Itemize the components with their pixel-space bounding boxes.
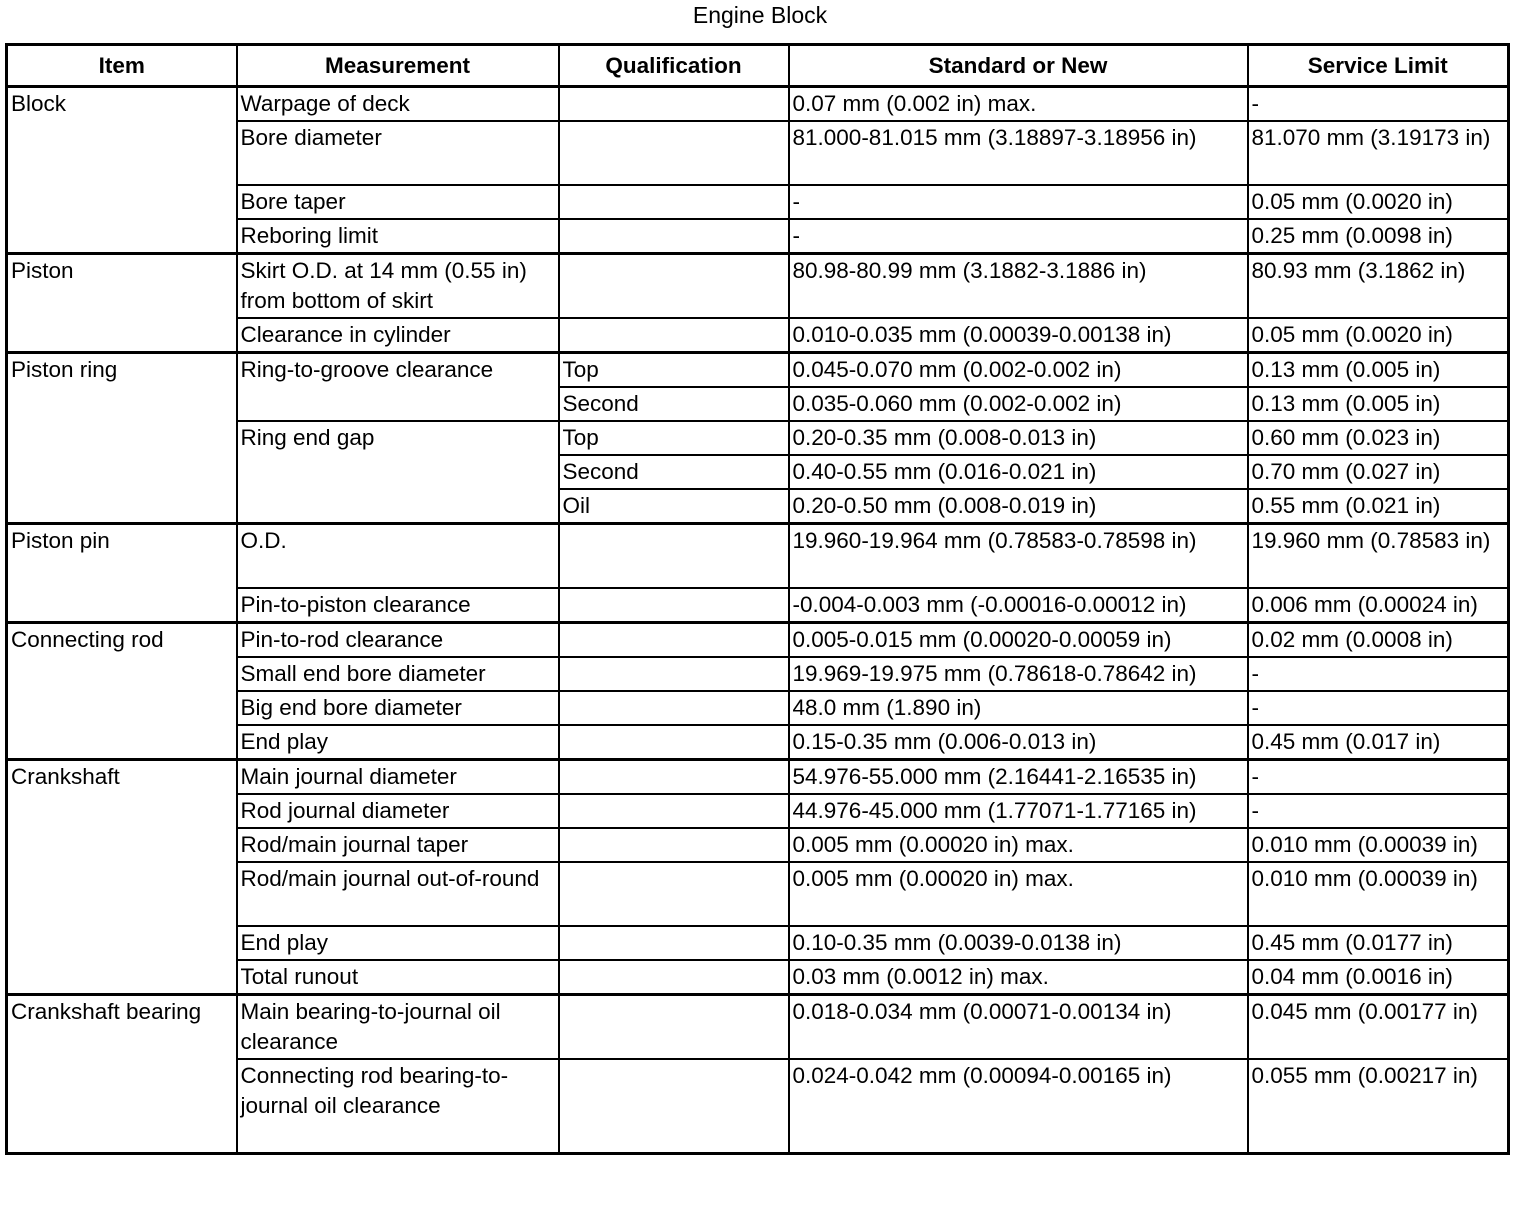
measurement-cell: Rod/main journal taper [237, 828, 559, 862]
table-row [7, 254, 1509, 319]
item-cell: Piston pin [7, 524, 237, 623]
measurement-cell: End play [237, 725, 559, 760]
measurement-cell: Clearance in cylinder [237, 318, 559, 353]
limit-cell: 0.05 mm (0.0020 in) [1248, 318, 1509, 353]
measurement-cell: Ring end gap [237, 421, 559, 524]
qualification-cell [559, 219, 789, 254]
standard-cell: 0.40-0.55 mm (0.016-0.021 in) [789, 455, 1248, 489]
item-cell: Piston [7, 254, 237, 353]
limit-cell: 0.045 mm (0.00177 in) [1248, 995, 1509, 1060]
limit-cell: 0.45 mm (0.017 in) [1248, 725, 1509, 760]
standard-cell: 0.018-0.034 mm (0.00071-0.00134 in) [789, 995, 1248, 1060]
standard-cell: 0.20-0.35 mm (0.008-0.013 in) [789, 421, 1248, 455]
standard-cell: 0.03 mm (0.0012 in) max. [789, 960, 1248, 995]
column-header-standard: Standard or New [789, 45, 1248, 87]
qualification-cell [559, 254, 789, 319]
standard-cell: 0.07 mm (0.002 in) max. [789, 87, 1248, 122]
standard-cell: 0.20-0.50 mm (0.008-0.019 in) [789, 489, 1248, 524]
qualification-cell [559, 828, 789, 862]
standard-cell: 0.15-0.35 mm (0.006-0.013 in) [789, 725, 1248, 760]
measurement-cell: Bore diameter [237, 121, 559, 185]
standard-cell: 44.976-45.000 mm (1.77071-1.77165 in) [789, 794, 1248, 828]
standard-cell: 19.969-19.975 mm (0.78618-0.78642 in) [789, 657, 1248, 691]
limit-cell: 0.02 mm (0.0008 in) [1248, 623, 1509, 658]
column-header-measurement: Measurement [237, 45, 559, 87]
limit-cell: 0.55 mm (0.021 in) [1248, 489, 1509, 524]
standard-cell: 0.005 mm (0.00020 in) max. [789, 828, 1248, 862]
table-row [7, 353, 1509, 388]
limit-cell: 19.960 mm (0.78583 in) [1248, 524, 1509, 589]
qualification-cell [559, 926, 789, 960]
qualification-cell [559, 794, 789, 828]
table-row [7, 623, 1509, 658]
item-cell: Block [7, 87, 237, 254]
standard-cell: 81.000-81.015 mm (3.18897-3.18956 in) [789, 121, 1248, 185]
limit-cell: 0.010 mm (0.00039 in) [1248, 828, 1509, 862]
limit-cell: 0.70 mm (0.027 in) [1248, 455, 1509, 489]
qualification-cell [559, 588, 789, 623]
qualification-cell: Second [559, 387, 789, 421]
standard-cell: 48.0 mm (1.890 in) [789, 691, 1248, 725]
limit-cell: 0.45 mm (0.0177 in) [1248, 926, 1509, 960]
limit-cell: 80.93 mm (3.1862 in) [1248, 254, 1509, 319]
limit-cell: - [1248, 691, 1509, 725]
standard-cell: 0.005 mm (0.00020 in) max. [789, 862, 1248, 926]
standard-cell: 80.98-80.99 mm (3.1882-3.1886 in) [789, 254, 1248, 319]
standard-cell: - [789, 219, 1248, 254]
measurement-cell: Big end bore diameter [237, 691, 559, 725]
limit-cell: 81.070 mm (3.19173 in) [1248, 121, 1509, 185]
qualification-cell [559, 995, 789, 1060]
measurement-cell: Rod journal diameter [237, 794, 559, 828]
standard-cell: 0.010-0.035 mm (0.00039-0.00138 in) [789, 318, 1248, 353]
measurement-cell: O.D. [237, 524, 559, 589]
qualification-cell [559, 318, 789, 353]
qualification-cell [559, 1059, 789, 1154]
limit-cell: 0.04 mm (0.0016 in) [1248, 960, 1509, 995]
qualification-cell: Top [559, 421, 789, 455]
measurement-cell: Reboring limit [237, 219, 559, 254]
standard-cell: 54.976-55.000 mm (2.16441-2.16535 in) [789, 760, 1248, 795]
measurement-cell: Total runout [237, 960, 559, 995]
qualification-cell [559, 121, 789, 185]
qualification-cell [559, 960, 789, 995]
engine-block-spec-table [5, 43, 1510, 1155]
limit-cell: 0.13 mm (0.005 in) [1248, 387, 1509, 421]
measurement-cell: Main journal diameter [237, 760, 559, 795]
standard-cell: 0.035-0.060 mm (0.002-0.002 in) [789, 387, 1248, 421]
qualification-cell [559, 524, 789, 589]
standard-cell: 0.024-0.042 mm (0.00094-0.00165 in) [789, 1059, 1248, 1154]
limit-cell: - [1248, 760, 1509, 795]
limit-cell: - [1248, 794, 1509, 828]
item-cell: Connecting rod [7, 623, 237, 760]
limit-cell: 0.006 mm (0.00024 in) [1248, 588, 1509, 623]
page-title: Engine Block [692, 2, 828, 28]
qualification-cell: Oil [559, 489, 789, 524]
standard-cell: 0.10-0.35 mm (0.0039-0.0138 in) [789, 926, 1248, 960]
measurement-cell: Warpage of deck [237, 87, 559, 122]
limit-cell: 0.13 mm (0.005 in) [1248, 353, 1509, 388]
qualification-cell [559, 657, 789, 691]
item-cell: Crankshaft bearing [7, 995, 237, 1154]
standard-cell: 19.960-19.964 mm (0.78583-0.78598 in) [789, 524, 1248, 589]
column-header-item: Item [7, 45, 237, 87]
qualification-cell [559, 725, 789, 760]
qualification-cell [559, 623, 789, 658]
table-row [7, 87, 1509, 122]
measurement-cell: Connecting rod bearing-to-journal oil clearance [237, 1059, 559, 1154]
item-cell: Crankshaft [7, 760, 237, 995]
table-row [7, 524, 1509, 589]
limit-cell: - [1248, 657, 1509, 691]
standard-cell: 0.045-0.070 mm (0.002-0.002 in) [789, 353, 1248, 388]
qualification-cell: Top [559, 353, 789, 388]
table-header-row [7, 45, 1509, 87]
table-row [7, 760, 1509, 795]
limit-cell: 0.60 mm (0.023 in) [1248, 421, 1509, 455]
standard-cell: - [789, 185, 1248, 219]
item-cell: Piston ring [7, 353, 237, 524]
standard-cell: -0.004-0.003 mm (-0.00016-0.00012 in) [789, 588, 1248, 623]
table-row [7, 995, 1509, 1060]
limit-cell: 0.25 mm (0.0098 in) [1248, 219, 1509, 254]
qualification-cell [559, 862, 789, 926]
measurement-cell: Pin-to-piston clearance [237, 588, 559, 623]
column-header-service-limit: Service Limit [1248, 45, 1509, 87]
limit-cell: - [1248, 87, 1509, 122]
measurement-cell: Rod/main journal out-of-round [237, 862, 559, 926]
standard-cell: 0.005-0.015 mm (0.00020-0.00059 in) [789, 623, 1248, 658]
qualification-cell [559, 691, 789, 725]
qualification-cell [559, 185, 789, 219]
qualification-cell: Second [559, 455, 789, 489]
measurement-cell: Ring-to-groove clearance [237, 353, 559, 422]
limit-cell: 0.055 mm (0.00217 in) [1248, 1059, 1509, 1154]
column-header-qualification: Qualification [559, 45, 789, 87]
measurement-cell: Small end bore diameter [237, 657, 559, 691]
measurement-cell: Bore taper [237, 185, 559, 219]
qualification-cell [559, 760, 789, 795]
measurement-cell: Main bearing-to-journal oil clearance [237, 995, 559, 1060]
measurement-cell: Pin-to-rod clearance [237, 623, 559, 658]
measurement-cell: Skirt O.D. at 14 mm (0.55 in) from bottom of skirt [237, 254, 559, 319]
qualification-cell [559, 87, 789, 122]
measurement-cell: End play [237, 926, 559, 960]
limit-cell: 0.010 mm (0.00039 in) [1248, 862, 1509, 926]
limit-cell: 0.05 mm (0.0020 in) [1248, 185, 1509, 219]
